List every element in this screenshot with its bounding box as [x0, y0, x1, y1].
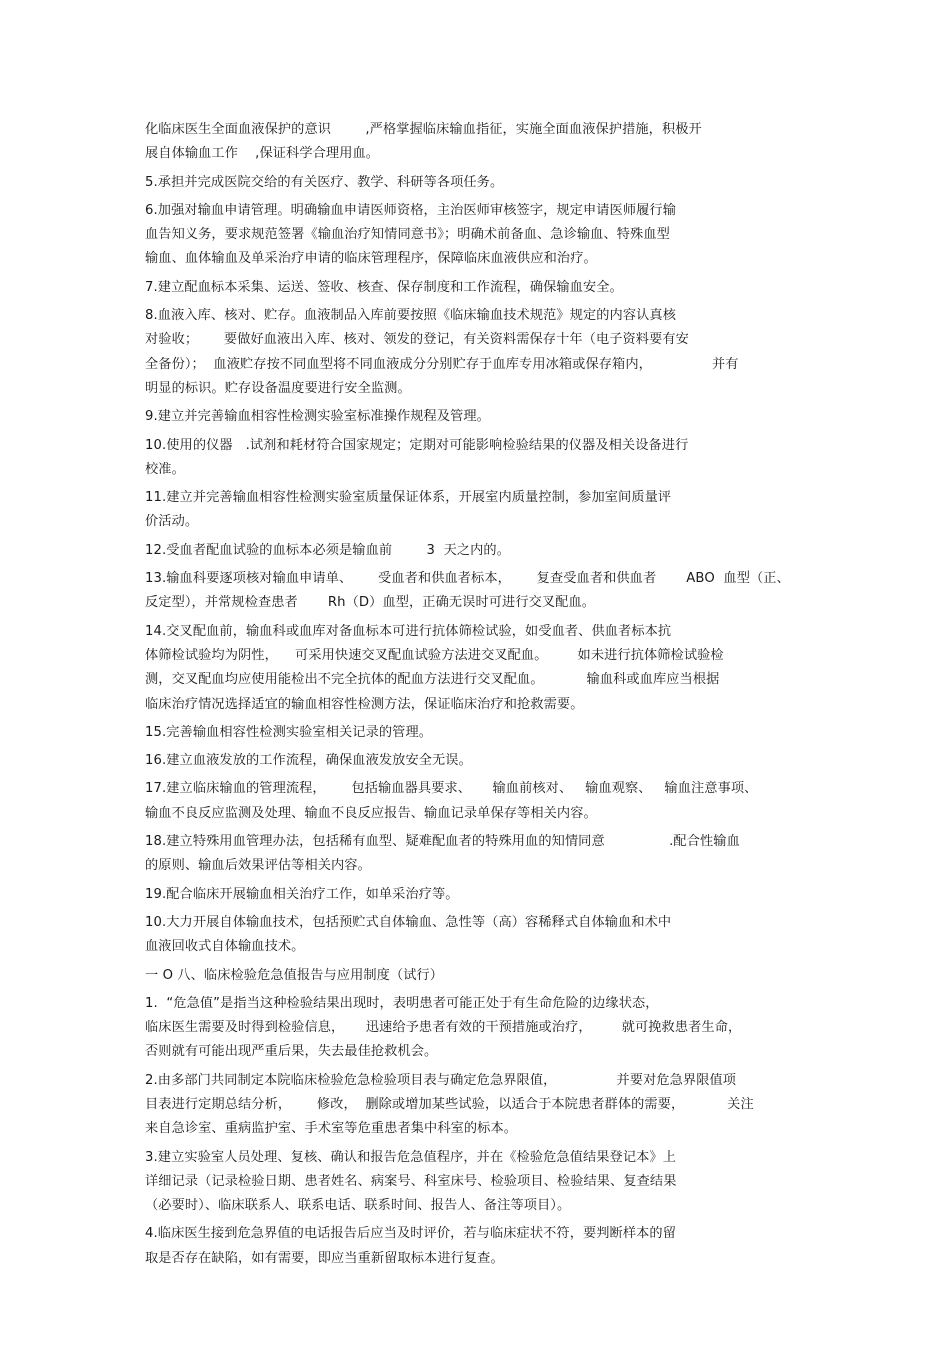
paragraph: [145, 276, 825, 300]
paragraph: [145, 883, 825, 907]
text-line: 否则就有可能出现严重后果，失去最佳抢救机会。: [145, 1044, 438, 1060]
paragraph: [145, 118, 825, 167]
text-line: 14.交叉配血前，输血科或血库对备血标本可进行抗体筛检试验，如受血者、供血者标本抗: [145, 623, 672, 639]
text-line: 5.承担并完成医院交给的有关医疗、教学、科研等各项任务。: [145, 174, 504, 190]
paragraph: [145, 171, 825, 195]
text-line: 的原则、输血后效果评估等相关内容。: [145, 858, 371, 874]
text-line: 18.建立特殊用血管理办法，包括稀有血型、疑难配血者的特殊用血的知情同意 .配合性输血: [145, 834, 740, 850]
text-line: 1. “危急值”是指当这种检验结果出现时，表明患者可能正处于有生命危险的边缘状态，: [145, 995, 659, 1011]
paragraph: [145, 964, 825, 988]
paragraph: [145, 777, 825, 826]
text-line: 化临床医生全面血液保护的意识 ,严格掌握临床输血指征，实施全面血液保护措施，积极开: [145, 122, 702, 137]
paragraph: [145, 405, 825, 429]
paragraph: [145, 1222, 825, 1271]
document-body: [145, 118, 825, 1275]
text-line: 展自体输血工作 ,保证科学合理用血。: [145, 146, 380, 162]
text-line: 血液回收式自体输血技术。: [145, 939, 305, 955]
text-line: 输血、血体输血及单采治疗申请的临床管理程序，保障临床血液供应和治疗。: [145, 251, 597, 267]
paragraph: [145, 911, 825, 960]
text-line: 4.临床医生接到危急界值的电话报告后应当及时评价，若与临床症状不符，要判断样本的留: [145, 1226, 676, 1242]
text-line: 价活动。: [145, 514, 199, 530]
paragraph: [145, 1069, 825, 1142]
text-line: 目表进行定期总结分析， 修改， 删除或增加某些试验，以适合于本院患者群体的需要， 关注: [145, 1096, 754, 1112]
text-line: 8.血液入库、核对、贮存。血液制品入库前要按照《临床输血技术规范》规定的内容认真核: [145, 308, 676, 324]
paragraph: [145, 620, 825, 717]
text-line: 临床医生需要及时得到检验信息， 迅速给予患者有效的干预措施或治疗， 就可挽救患者生命，: [145, 1020, 742, 1036]
text-line: （必要时）、临床联系人、联系电话、联系时间、报告人、备注等项目）。: [145, 1198, 571, 1214]
paragraph: [145, 539, 825, 563]
text-line: 输血不良反应监测及处理、输血不良反应报告、输血记录单保存等相关内容。: [145, 805, 597, 821]
text-line: 来自急诊室、重病监护室、手术室等危重患者集中科室的标本。: [145, 1121, 518, 1137]
text-line: 10.使用的仪器 .试剂和耗材符合国家规定；定期对可能影响检验结果的仪器及相关设备进行: [145, 437, 689, 453]
paragraph: [145, 992, 825, 1065]
text-line: 17.建立临床输血的管理流程， 包括输血器具要求、 输血前核对、 输血观察、 输血注意事项、: [145, 781, 758, 797]
text-line: 反定型），并常规检查患者 Rh（D）血型，正确无误时可进行交叉配血。: [145, 595, 596, 611]
text-line: 12.受血者配血试验的血标本必须是输血前 3 天之内的。: [145, 542, 511, 558]
paragraph: [145, 304, 825, 401]
text-line: 体筛检试验均为阴性， 可采用快速交叉配血试验方法进交叉配血。 如未进行抗体筛检试验检: [145, 647, 724, 663]
text-line: 一 O 八、临床检验危急值报告与应用制度（试行）: [145, 967, 444, 983]
paragraph: [145, 199, 825, 272]
text-line: 测，交叉配血均应使用能检出不完全抗体的配血方法进行交叉配血。 输血科或血库应当根据: [145, 672, 720, 688]
text-line: 16.建立血液发放的工作流程，确保血液发放安全无误。: [145, 753, 472, 769]
text-line: 9.建立并完善输血相容性检测实验室标准操作规程及管理。: [145, 409, 490, 425]
text-line: 11.建立并完善输血相容性检测实验室质量保证体系，开展室内质量控制，参加室间质量评: [145, 490, 672, 506]
text-line: 取是否存在缺陷，如有需要，即应当重新留取标本进行复查。: [145, 1250, 504, 1266]
text-line: 13.输血科要逐项核对输血申请单、 受血者和供血者标本， 复查受血者和供血者 ABO 血型（正、: [145, 571, 790, 587]
paragraph: [145, 434, 825, 483]
text-line: 10.大力开展自体输血技术，包括预贮式自体输血、急性等（高）容稀释式自体输血和术中: [145, 914, 672, 930]
text-line: 2.由多部门共同制定本院临床检验危急检验项目表与确定危急界限值， 并要对危急界限值项: [145, 1072, 737, 1088]
text-line: 明显的标识。贮存设备温度要进行安全监测。: [145, 380, 411, 396]
text-line: 7.建立配血标本采集、运送、签收、核查、保存制度和工作流程，确保输血安全。: [145, 279, 623, 295]
text-line: 3.建立实验室人员处理、复核、确认和报告危急值程序，并在《检验危急值结果登记本》上: [145, 1149, 676, 1165]
text-line: 15.完善输血相容性检测实验室相关记录的管理。: [145, 724, 433, 740]
text-line: 详细记录（记录检验日期、患者姓名、病案号、科室床号、检验项目、检验结果、复查结果: [145, 1173, 677, 1189]
paragraph: [145, 1146, 825, 1219]
paragraph: [145, 830, 825, 879]
text-line: 全备份）； 血液贮存按不同血型将不同血液成分分别贮存于血库专用冰箱或保存箱内， 并有: [145, 356, 739, 372]
text-line: 校准。: [145, 461, 185, 477]
text-line: 血告知义务，要求规范签署《输血治疗知情同意书》；明确术前备血、急诊输血、特殊血型: [145, 227, 670, 243]
paragraph: [145, 567, 825, 616]
text-line: 6.加强对输血申请管理。明确输血申请医师资格，主治医师审核签字，规定申请医师履行输: [145, 202, 676, 218]
text-line: 临床治疗情况选择适宜的输血相容性检测方法，保证临床治疗和抢救需要。: [145, 696, 584, 712]
paragraph: [145, 749, 825, 773]
text-line: 对验收； 要做好血液出入库、核对、领发的登记，有关资料需保存十年（电子资料要有安: [145, 332, 689, 348]
paragraph: [145, 721, 825, 745]
paragraph: [145, 486, 825, 535]
text-line: 19.配合临床开展输血相关治疗工作，如单采治疗等。: [145, 886, 459, 902]
